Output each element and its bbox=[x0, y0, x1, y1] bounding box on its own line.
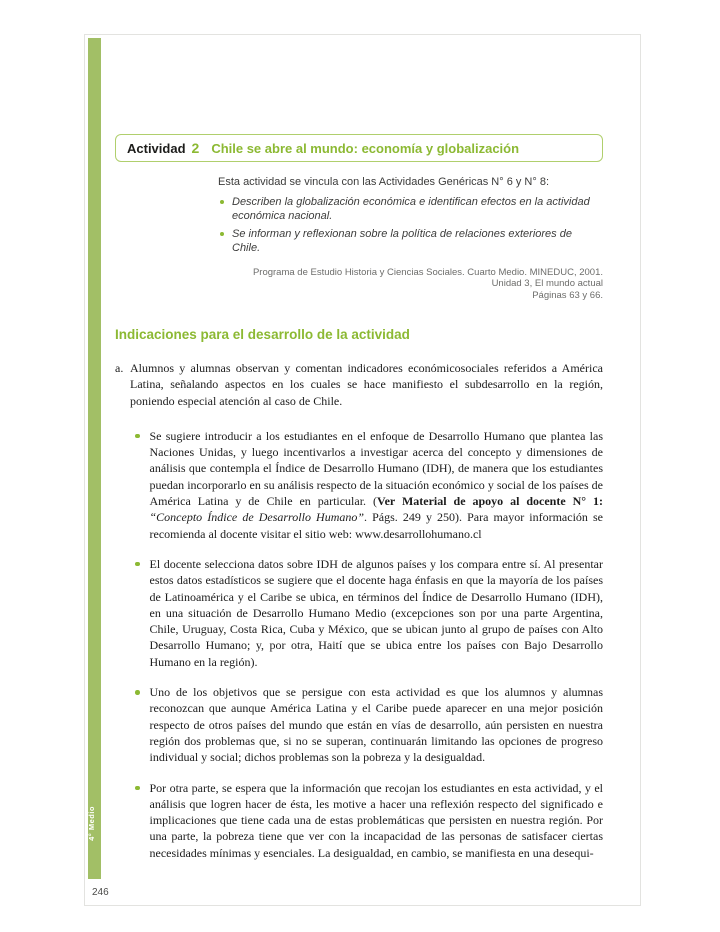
paragraph-text: Alumnos y alumnas observan y comentan indicadores económicosociales referidos a América Latina, señalando aspectos en los cuales se hace manifiesto el subdesarrollo en la región, poniendo especial atención al caso de Chile. bbox=[130, 361, 603, 408]
list-item bbox=[218, 227, 603, 256]
paragraph-letter: a. bbox=[115, 361, 124, 375]
page-content bbox=[115, 35, 603, 875]
section-heading: Indicaciones para el desarrollo de la actividad bbox=[115, 327, 410, 342]
activity-label: Actividad bbox=[127, 140, 186, 156]
bullet-segment-italic: “Concepto Índice de Desarrollo Humano” bbox=[149, 510, 365, 525]
page-number: 246 bbox=[92, 887, 109, 898]
list-item bbox=[135, 428, 603, 542]
indication-bullet-list bbox=[135, 428, 603, 861]
bullet-segment-bold: Ver Material de apoyo al docente N° 1: bbox=[377, 494, 604, 509]
bullet-icon bbox=[135, 690, 140, 695]
source-line: Programa de Estudio Historia y Ciencias Sociales. Cuarto Medio. MINEDUC, 2001. bbox=[252, 266, 603, 278]
bullet-text: Uno de los objetivos que se persigue con esta actividad es que los alumnos y alumnas reconozcan que aunque América Latina y el Caribe puede aparecer en una mejor posición respecto de otros países del mundo que están en vías de desarrollo, aún persisten en nuestra región dos problemas que, si no se superan, continuarán limitando las opciones de progreso individual y social; dichos problemas son la pobreza y la desigualdad. bbox=[149, 685, 603, 765]
list-item bbox=[135, 556, 603, 670]
bullet-segment: Se sugiere introducir a los estudiantes en el enfoque de Desarrollo Humano que plantea las Naciones Unidas, y luego incentivarlos a investigar acerca del concepto y dimensiones de análisis que contempla el Índice de Desarrollo Humano (IDH), de manera que los estudiantes puedan incorporarlo en su análisis respecto de la situación económico y social de los países de América Latina y de Chile en particular. ( bbox=[149, 428, 603, 509]
bullet-icon bbox=[220, 200, 224, 204]
bullet-segment: . Págs. 249 y 250). Para mayor información se recomienda al docente visitar el sitio web: www.desarrollohumano.cl bbox=[149, 510, 604, 541]
bullet-text bbox=[150, 428, 604, 542]
intro-bullet-text: Se informan y reflexionan sobre la política de relaciones exteriores de Chile. bbox=[232, 227, 572, 254]
intro-lead-text: Esta actividad se vincula con las Actividades Genéricas N° 6 y N° 8: bbox=[218, 176, 550, 188]
paragraph-a bbox=[115, 360, 603, 409]
list-item bbox=[218, 195, 603, 224]
bullet-icon bbox=[135, 562, 140, 567]
intro-bullet-list bbox=[218, 195, 603, 256]
document-page bbox=[84, 34, 641, 906]
grade-level-side-label: 4° Medio bbox=[87, 806, 96, 841]
activity-header-box bbox=[115, 134, 603, 162]
list-item bbox=[135, 684, 603, 765]
list-item bbox=[135, 780, 603, 861]
bullet-text: Por otra parte, se espera que la información que recojan los estudiantes en esta actividad, y el análisis que logren hacer de ésta, les motive a hacer una reflexión respecto del significado e implicaciones que tiene cada una de estas problemáticas que persisten en nuestra región. Por una parte, la pobreza tiene que ver con la incapacidad de las personas de satisfacer ciertas necesidades mínimas y esenciales. La desigualdad, en cambio, se manifiesta en una desequi- bbox=[149, 780, 603, 860]
source-reference bbox=[115, 267, 603, 302]
source-line: Páginas 63 y 66. bbox=[532, 289, 603, 301]
bullet-icon bbox=[135, 786, 140, 791]
bullet-icon bbox=[135, 434, 140, 439]
bullet-icon bbox=[220, 232, 224, 236]
source-line: Unidad 3, El mundo actual bbox=[491, 278, 603, 289]
bullet-text: El docente selecciona datos sobre IDH de algunos países y los compara entre sí. Al presentar estos datos estadísticos se sugiere que el docente haga énfasis en que la mayoría de los países de Latinoamérica y el Caribe se ubica, en términos del Índice de Desarrollo Humano (IDH), en una situación de Desarrollo Humano Medio (excepciones son por una parte Argentina, Chile, Uruguay, Costa Rica, Cuba y México, que se ubican junto al grupo de países con Alto Desarrollo Humano; y, por otra, Haití que se ubica entre los países con Bajo Desarrollo Humano en la región). bbox=[149, 556, 603, 669]
intro-block bbox=[218, 175, 603, 256]
activity-title: Chile se abre al mundo: economía y globalización bbox=[211, 140, 520, 156]
side-green-strip bbox=[88, 38, 101, 879]
activity-number: 2 bbox=[191, 140, 200, 156]
intro-bullet-text: Describen la globalización económica e identifican efectos en la actividad económica nacional. bbox=[232, 195, 590, 222]
